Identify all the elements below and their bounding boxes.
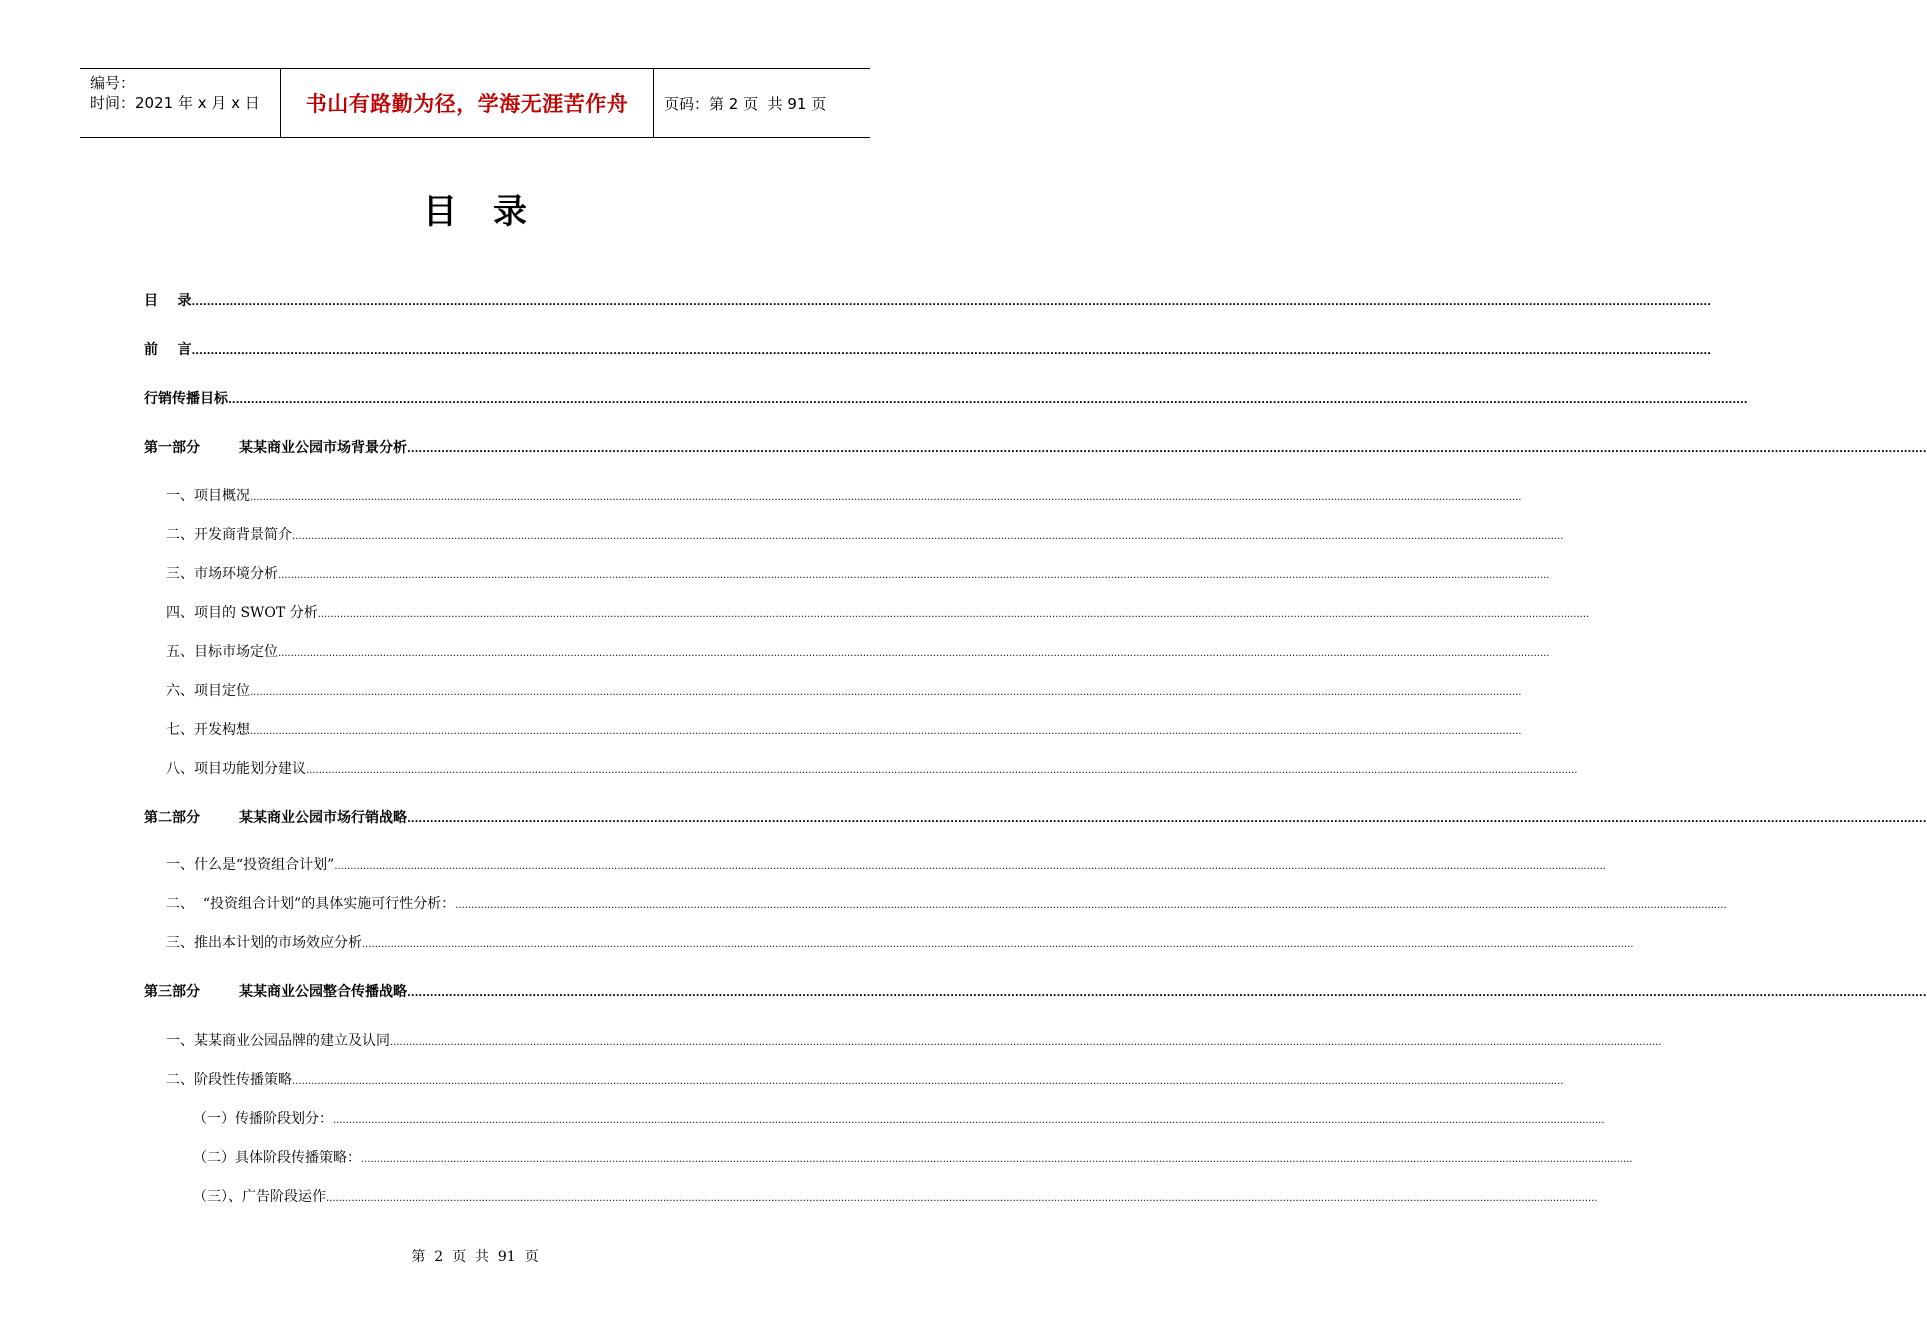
toc-leader-dots: ................................................................................................................................................................................................................................................................................................................................................................................................................ (250, 726, 1522, 737)
toc-leader-dots: ................................................................................................................................................................................................................................................................................................................................................................................................................ (191, 297, 1712, 308)
toc-entry-label: 行销传播目标 (144, 391, 228, 407)
toc-entry-label: 三、推出本计划的市场效应分析 (166, 935, 362, 951)
toc-leader-dots: ................................................................................................................................................................................................................................................................................................................................................................................................................ (292, 1076, 1564, 1087)
toc-entry[interactable] (193, 1147, 1633, 1169)
toc-entry-label: 二、开发商背景简介 (166, 527, 292, 543)
toc-entry[interactable] (144, 339, 1712, 361)
toc-leader-dots: ................................................................................................................................................................................................................................................................................................................................................................................................................ (306, 765, 1578, 776)
toc-entry-label: 二、阶段性传播策略 (166, 1072, 292, 1088)
toc-entry[interactable] (166, 719, 1522, 741)
toc-entry-label: （二）具体阶段传播策略： (193, 1150, 361, 1166)
header-motto: 书山有路勤为径，学海无涯苦作舟 (281, 69, 654, 137)
toc-entry-label: 第二部分 某某商业公园市场行销战略 (144, 810, 407, 826)
toc-entry[interactable] (144, 388, 1748, 410)
toc-entry[interactable] (166, 932, 1634, 954)
toc-entry-label: 二、 “投资组合计划”的具体实施可行性分析： (166, 896, 456, 912)
toc-entry-label: 一、项目概况 (166, 488, 250, 504)
toc-entry[interactable] (166, 641, 1550, 663)
toc-leader-dots: ................................................................................................................................................................................................................................................................................................................................................................................................................ (278, 648, 1550, 659)
toc-entry[interactable] (166, 893, 1727, 915)
toc-leader-dots: ................................................................................................................................................................................................................................................................................................................................................................................................................ (191, 346, 1712, 357)
toc-leader-dots: ................................................................................................................................................................................................................................................................................................................................................................................................................ (407, 814, 1927, 825)
toc-entry[interactable] (193, 1186, 1598, 1208)
toc-entry-label: 一、某某商业公园品牌的建立及认同 (166, 1033, 390, 1049)
toc-entry[interactable] (166, 485, 1522, 507)
toc-entry-label: 目 录 (144, 293, 192, 309)
toc-entry-label: （一）传播阶段划分： (193, 1111, 333, 1127)
toc-entry-label: 一、什么是“投资组合计划” (166, 857, 335, 873)
toc-leader-dots: ................................................................................................................................................................................................................................................................................................................................................................................................................ (361, 1154, 1633, 1165)
toc-leader-dots: ................................................................................................................................................................................................................................................................................................................................................................................................................ (250, 687, 1522, 698)
toc-entry-label: 七、开发构想 (166, 722, 250, 738)
toc-entry[interactable] (166, 602, 1590, 624)
toc-leader-dots: ................................................................................................................................................................................................................................................................................................................................................................................................................ (326, 1193, 1598, 1204)
toc-leader-dots: ................................................................................................................................................................................................................................................................................................................................................................................................................ (250, 492, 1522, 503)
toc-leader-dots: ................................................................................................................................................................................................................................................................................................................................................................................................................ (390, 1037, 1662, 1048)
toc-entry[interactable] (166, 680, 1522, 702)
toc-entry[interactable] (144, 981, 1927, 1003)
page-header (80, 68, 870, 138)
toc-leader-dots: ................................................................................................................................................................................................................................................................................................................................................................................................................ (334, 861, 1606, 872)
toc-leader-dots: ................................................................................................................................................................................................................................................................................................................................................................................................................ (333, 1115, 1605, 1126)
toc-entry[interactable] (166, 563, 1550, 585)
toc-entry[interactable] (166, 524, 1564, 546)
toc-leader-dots: ................................................................................................................................................................................................................................................................................................................................................................................................................ (292, 531, 1564, 542)
toc-entry-label: 第三部分 某某商业公园整合传播战略 (144, 984, 407, 1000)
toc-entry-label: 前 言 (144, 342, 192, 358)
toc-entry[interactable] (144, 807, 1927, 829)
header-meta (80, 69, 281, 137)
toc-leader-dots: ................................................................................................................................................................................................................................................................................................................................................................................................................ (362, 939, 1634, 950)
toc-entry-label: 五、目标市场定位 (166, 644, 278, 660)
toc-entry-label: 三、市场环境分析 (166, 566, 278, 582)
header-page-info: 页码：第 2 页 共 91 页 (664, 94, 827, 113)
number-label: 编号： (90, 74, 136, 92)
page-footer: 第 2 页 共 91 页 (411, 1249, 539, 1265)
toc-leader-dots: ................................................................................................................................................................................................................................................................................................................................................................................................................ (278, 570, 1550, 581)
toc-entry[interactable] (193, 1108, 1605, 1130)
toc-leader-dots: ................................................................................................................................................................................................................................................................................................................................................................................................................ (407, 988, 1927, 999)
toc-entry[interactable] (144, 437, 1927, 459)
toc-leader-dots: ................................................................................................................................................................................................................................................................................................................................................................................................................ (317, 609, 1590, 620)
toc-entry[interactable] (166, 1069, 1564, 1091)
time-label: 时间：2021 年 x 月 x 日 (90, 94, 260, 112)
page-title: 目录 (423, 192, 563, 232)
toc-entry[interactable] (166, 1030, 1662, 1052)
toc-entry[interactable] (144, 290, 1712, 312)
toc-entry-label: 第一部分 某某商业公园市场背景分析 (144, 440, 407, 456)
toc-leader-dots: ................................................................................................................................................................................................................................................................................................................................................................................................................ (455, 900, 1727, 911)
toc-entry-label: 八、项目功能划分建议 (166, 761, 306, 777)
toc-entry[interactable] (166, 854, 1606, 876)
toc-leader-dots: ................................................................................................................................................................................................................................................................................................................................................................................................................ (407, 444, 1927, 455)
toc-entry[interactable] (166, 758, 1578, 780)
toc-leader-dots: ................................................................................................................................................................................................................................................................................................................................................................................................................ (228, 395, 1748, 406)
toc-entry-label: 四、项目的 SWOT 分析 (166, 605, 318, 621)
toc-entry-label: （三）、广告阶段运作 (193, 1189, 326, 1205)
toc-entry-label: 六、项目定位 (166, 683, 250, 699)
